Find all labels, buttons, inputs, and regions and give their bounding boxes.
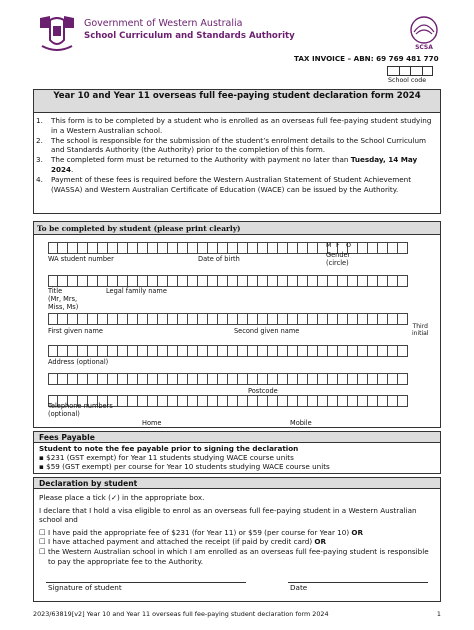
row-cells[interactable] [48,313,408,325]
checkbox[interactable]: ☐ [39,546,46,556]
date-of-birth-label: Date of birth [198,255,240,263]
date-label: Date [290,583,308,592]
declaration-body [33,489,441,602]
title-label: Title [48,287,63,295]
wa-crest-icon [36,14,78,54]
second-given-name-label: Second given name [234,327,300,335]
gender-label: Gender (circle) [326,251,351,267]
telephone-label: Telephone numbers (optional) [48,402,113,418]
checkbox[interactable]: ☐ [39,537,46,547]
address-label: Address (optional) [48,358,109,366]
legal-family-name-label: Legal family name [106,287,167,295]
scsa-logo-icon [406,14,442,50]
fees-note: Student to note the fee payable prior to signing the declaration [39,444,299,453]
checkbox[interactable]: ☐ [39,527,46,537]
page-number: 1 [436,610,441,618]
authority-title: School Curriculum and Standards Authority [84,31,295,41]
row-cells[interactable] [48,242,408,254]
date-line[interactable] [288,582,428,583]
fee-item: ▪ $231 (GST exempt) for Year 11 students studying WACE course units [39,453,294,462]
instruction-item: 3. The completed form must be returned to the Authority with payment no later than Tuesday, 14 May 2024. [36,155,418,174]
signature-label: Signature of student [48,583,122,592]
fee-item: ▪ $59 (GST exempt) per course for Year 10 students studying WACE course units [39,462,330,471]
instruction-item: 2. The school is responsible for the submission of the student’s enrolment details to the School Curriculum and Standards Authority (the Authority) prior to the completion of this form. [36,135,427,155]
title-hint-label: (Mr, Mrs, Miss, Ms) [48,295,79,311]
student-details-grid [33,235,441,428]
instructions [33,113,441,214]
tax-invoice: TAX INVOICE – ABN: 69 769 481 770 [294,54,439,63]
home-label: Home [142,419,162,427]
first-given-name-label: First given name [48,327,103,335]
declaration-option[interactable]: ☐ the Western Australian school in which I am enrolled as an overseas full fee-paying student is responsible to pay the appropriate fee to the Authority. [39,546,429,566]
row-cells[interactable] [48,275,408,287]
wa-student-number-label: WA student number [48,255,114,263]
mobile-label: Mobile [290,419,312,427]
student-section-heading: To be completed by student (please print clearly) [33,221,441,235]
fees-heading: Fees Payable [33,431,441,443]
scsa-logo-text: SCSA [415,44,433,50]
form-title: Year 10 and Year 11 overseas full fee-paying student declaration form 2024 [33,89,441,113]
gender-f: F [336,241,340,249]
row-cells[interactable] [48,345,408,357]
footer [33,610,441,618]
tick-instruction: Please place a tick (✓) in the appropriate box. [39,493,205,502]
instruction-item: 1. This form is to be completed by a student who is enrolled as an overseas full fee-paying student studying in a Western Australian school. [36,116,432,135]
gender-o: O [346,241,352,249]
footer-reference: 2023/63819[v2] Year 10 and Year 11 overseas full fee-paying student declaration form 2024 [33,610,329,618]
third-initial-label: Third initial [412,323,429,337]
row-cells[interactable] [48,373,408,385]
declaration-statement: I declare that I hold a visa eligible to enrol as an overseas full fee-paying student in a Western Australian school and [39,505,417,525]
school-code-field[interactable] [387,66,433,76]
gender-m: M [326,241,332,249]
school-code-label: School code [388,77,427,84]
declaration-heading: Declaration by student [33,477,441,489]
instruction-item: 4. Payment of these fees is required before the Western Australian Statement of Student Achievement (WASSA) and Western Australian Certificate of Education (WACE) can be issued by the Authority. [36,174,412,194]
declaration-option[interactable]: ☐ I have paid the appropriate fee of $231 (for Year 11) or $59 (per course for Year 10) OR [39,527,364,537]
government-title: Government of Western Australia [84,18,243,29]
declaration-option[interactable]: ☐ I have attached payment and attached the receipt (if paid by credit card) OR [39,537,327,547]
fees-body [33,443,441,474]
postcode-label: Postcode [248,387,278,395]
